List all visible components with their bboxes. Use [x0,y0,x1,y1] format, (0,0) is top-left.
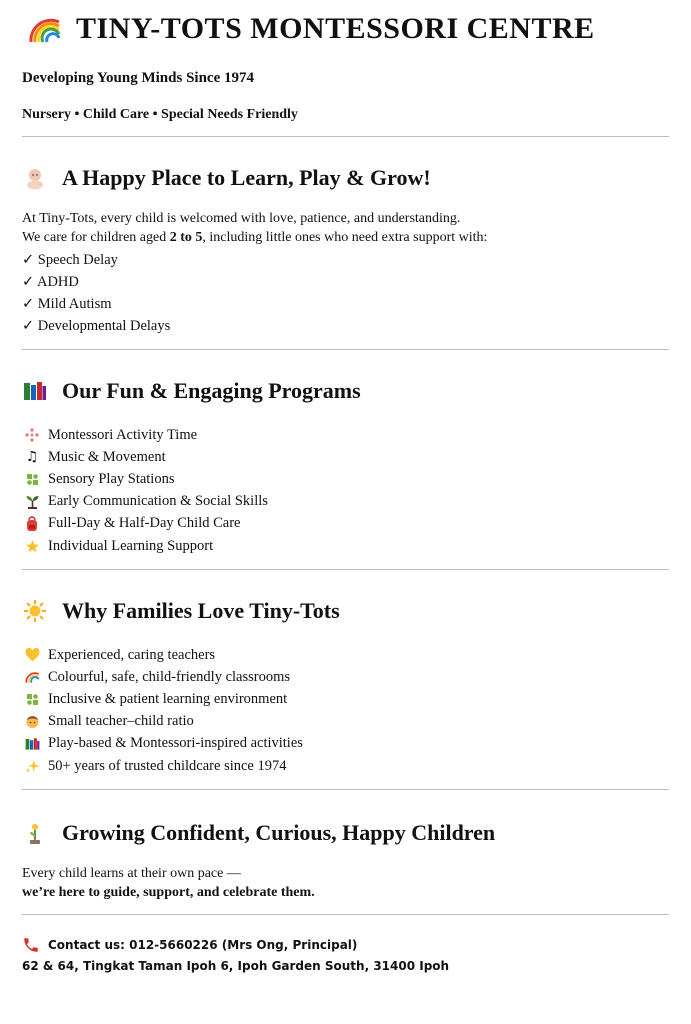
contact-line: Contact us: 012-5660226 (Mrs Ong, Principal) [48,938,358,953]
list-item: Play-based & Montessori-inspired activities [22,733,669,755]
baby-icon [22,165,48,191]
services-line: Nursery • Child Care • Special Needs Friendly [22,107,298,122]
sparkle-icon [22,427,42,443]
page-title: TINY-TOTS MONTESSORI CENTRE [76,12,595,45]
divider [22,914,669,915]
rainbow-icon [28,14,62,44]
list-item: Inclusive & patient learning environment [22,689,669,711]
list-item: ♫ Music & Movement [22,446,669,468]
puzzle-icon [22,471,42,487]
growing-heading-row [22,820,669,846]
flower-sprout-icon [22,820,48,846]
list-item: Individual Learning Support [22,535,669,557]
list-item: ✓ Developmental Delays [22,318,171,334]
growing-line-1: Every child learns at their own pace — [22,866,241,882]
puzzle-icon [22,692,42,708]
list-item: Colourful, safe, child-friendly classrooms [22,666,669,688]
star-icon [22,538,42,554]
phone-icon [22,936,40,954]
list-item: Experienced, caring teachers [22,644,669,666]
intro-heading-row [22,165,669,191]
music-note-icon: ♫ [25,449,39,466]
rainbow-icon [22,669,42,685]
intro-heading: A Happy Place to Learn, Play & Grow! [62,165,431,190]
heart-icon [22,647,42,663]
child-face-icon [22,714,42,730]
needs-checklist [22,249,669,337]
growing-text [22,864,669,902]
backpack-icon [22,516,42,532]
title-row [22,0,669,50]
growing-heading: Growing Confident, Curious, Happy Children [62,820,496,846]
list-item: Small teacher–child ratio [22,711,669,733]
list-item: 50+ years of trusted childcare since 1974 [22,755,669,777]
programs-heading: Our Fun & Engaging Programs [62,378,361,403]
list-item: ✓ Speech Delay [22,252,118,268]
books-icon [22,378,48,404]
sparkles-icon [22,758,42,774]
list-item: Full-Day & Half-Day Child Care [22,513,669,535]
divider [22,789,669,790]
growing-line-2: we’re here to guide, support, and celebrate them. [22,885,315,901]
divider [22,136,669,137]
list-item: Sensory Play Stations [22,468,669,490]
list-item: Early Communication & Social Skills [22,491,669,513]
list-item: ✓ ADHD [22,274,79,290]
books-icon [22,736,42,752]
programs-list [22,424,669,557]
list-item: ✓ Mild Autism [22,296,112,312]
divider [22,569,669,570]
sprout-icon [22,494,42,510]
contact-block [22,935,669,973]
list-item: Montessori Activity Time [22,424,669,446]
intro-line-2: We care for children aged 2 to 5, including little ones who need extra support with: [22,230,488,245]
intro-text [22,209,669,247]
why-list [22,644,669,777]
intro-line-1: At Tiny-Tots, every child is welcomed with love, patience, and understanding. [22,211,461,226]
tagline: Developing Young Minds Since 1974 [22,70,254,86]
contact-phone-row [22,935,669,955]
address-line: 62 & 64, Tingkat Taman Ipoh 6, Ipoh Garden South, 31400 Ipoh [22,959,450,974]
sun-icon [22,598,48,624]
why-heading: Why Families Love Tiny-Tots [62,598,340,624]
divider [22,349,669,350]
programs-heading-row [22,378,669,404]
why-heading-row [22,598,669,624]
